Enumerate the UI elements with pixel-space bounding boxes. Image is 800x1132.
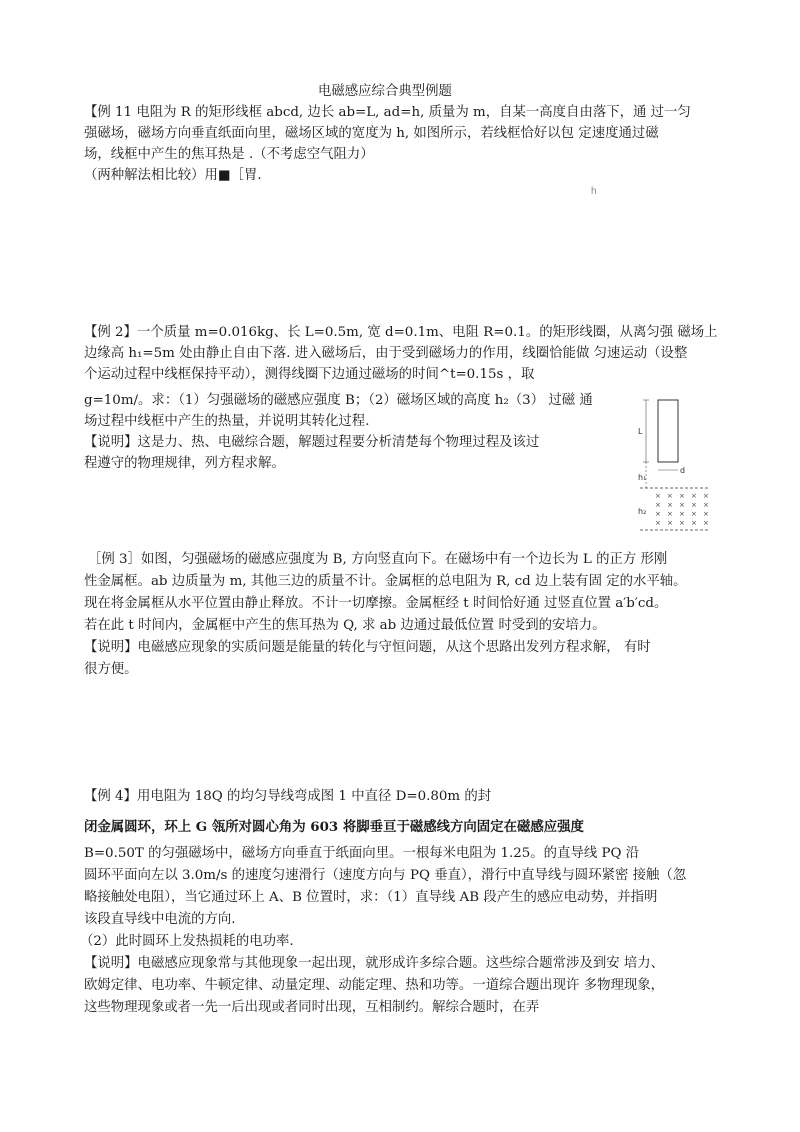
example1-line3: 场，线框中产生的焦耳热是 .（不考虑空气阻力） <box>84 147 374 162</box>
field-cross: × <box>655 492 661 500</box>
example2-note-line2: 程遵守的物理规律，列方程求解。 <box>84 456 285 471</box>
field-cross: × <box>679 519 685 527</box>
label-h2: h₂ <box>638 507 647 516</box>
example2-note-line1: 【说明】这是力、热、电磁综合题，解题过程要分析清楚每个物理过程及该过 <box>84 435 540 450</box>
field-cross: × <box>691 510 697 518</box>
field-cross: × <box>703 501 709 509</box>
example2-line2: 边缘高 h₁=5m 处由静止自由下落. 进入磁场后，由于受到磁场力的作用，线圈恰能做 匀速运动（设整 <box>84 346 688 361</box>
field-cross: × <box>667 501 673 509</box>
field-cross: × <box>667 492 673 500</box>
example3-note-line2: 很方便。 <box>84 662 138 677</box>
example4-line6: 该段直导线中电流的方向. <box>84 912 236 927</box>
field-cross: × <box>703 510 709 518</box>
field-cross: × <box>703 519 709 527</box>
example2-line3: 个运动过程中线框保持平动），测得线圈下边通过磁场的时间^t=0.15s ，取 <box>84 367 535 382</box>
label-L: L <box>638 427 643 436</box>
field-cross: × <box>667 510 673 518</box>
example4-line2: 闭金属圆环，环上 G 瓴所对圆心角为 603 将脚垂亘于磁感线方向固定在磁感应强度 <box>84 819 584 835</box>
example4-line3: B=0.50T 的匀强磁场中，磁场方向垂直于纸面向里。一根每米电阻为 1.25。的直导线 PQ 沿 <box>84 846 640 861</box>
field-cross: × <box>679 492 685 500</box>
example4-note-line3: 这些物理现象或者一先一后出现或者同时出现，互相制约。解综合题时，在弄 <box>84 1000 540 1015</box>
example2-figure <box>636 390 712 538</box>
example3-line3: 现在将金属框从水平位置由静止释放。不计一切摩擦。金属框经 t 时间恰好通 过竖直位置 a′b′cd。 <box>84 596 668 611</box>
example1-line2: 强磁场，磁场方向垂直纸面向里，磁场区域的宽度为 h, 如图所示，若线框恰好以包 定速度通过磁 <box>84 126 659 141</box>
example4-note-line2: 欧姆定律、电功率、牛顿定律、动量定理、动能定理、热和功等。一道综合题出现许 多物理现象， <box>84 978 665 993</box>
example2-line5: 场过程中线框中产生的热量，并说明其转化过程. <box>84 414 370 429</box>
field-cross: × <box>691 492 697 500</box>
example3-line2: 性金属框。ab 边质量为 m, 其他三边的质量不计。金属框的总电阻为 R, cd 边上装有固 定的水平轴。 <box>84 574 687 589</box>
example3-line4: 若在此 t 时间内，金属框中产生的焦耳热为 Q, 求 ab 边通过最低位置 时受到的安培力。 <box>84 618 606 633</box>
field-cross: × <box>679 510 685 518</box>
field-cross: × <box>691 519 697 527</box>
page-title: 电磁感应综合典型例题 <box>318 84 452 99</box>
example2-line4: g=10m/。求：（1）匀强磁场的磁感应强度 B；（2）磁场区域的高度 h₂（3） 过磁 通 <box>84 393 593 408</box>
field-cross: × <box>655 501 661 509</box>
example3-note-line1: 【说明】电磁感应现象的实质问题是能量的转化与守恒问题，从这个思路出发列方程求解， 有时 <box>84 640 651 655</box>
example4-line7: （2）此时圆环上发热损耗的电功率. <box>80 934 294 949</box>
example4-note-line1: 【说明】电磁感应现象常与其他现象一起出现，就形成许多综合题。这些综合题常涉及到安 培力、 <box>84 956 665 971</box>
example4-line1: 【例 4】用电阻为 18Q 的均匀导线弯成图 1 中直径 D=0.80m 的封 <box>84 789 492 804</box>
field-cross: × <box>655 519 661 527</box>
example2-line1: 【例 2】一个质量 m=0.016kg、长 L=0.5m, 宽 d=0.1m、电阻 R=0.1。的矩形线圈，从离匀强 磁场上 <box>84 325 718 340</box>
field-cross: × <box>691 501 697 509</box>
field-cross: × <box>703 492 709 500</box>
example4-line4: 圆环平面向左以 3.0m/s 的速度匀速滑行（速度方向与 PQ 垂直），滑行中直导线与圆环紧密 接触（忽 <box>84 868 687 883</box>
example4-line5: 略接触处电阻），当它通过环上 A、B 位置时，求：（1）直导线 AB 段产生的感应电动势，并指明 <box>84 890 658 905</box>
field-cross: × <box>667 519 673 527</box>
magnetic-field-crosses <box>655 492 709 527</box>
field-cross: × <box>679 501 685 509</box>
label-d: d <box>680 466 686 475</box>
example1-line1: 【例 11 电阻为 R 的矩形线框 abcd, 边长 ab=L, ad=h, 质量为 m，自某一高度自由落下，通 过一匀 <box>84 105 691 120</box>
label-h1: h₁ <box>638 473 647 482</box>
field-cross: × <box>655 510 661 518</box>
example3-line1: ［例 3］如图，匀强磁场的磁感应强度为 B, 方向竖直向下。在磁场中有一个边长为 L 的正方 形刚 <box>88 552 668 567</box>
example1-line4: （两种解法相比较）用■［胃. <box>84 168 262 183</box>
example1-figure-label: h <box>591 186 597 197</box>
coil-rectangle <box>658 400 678 462</box>
